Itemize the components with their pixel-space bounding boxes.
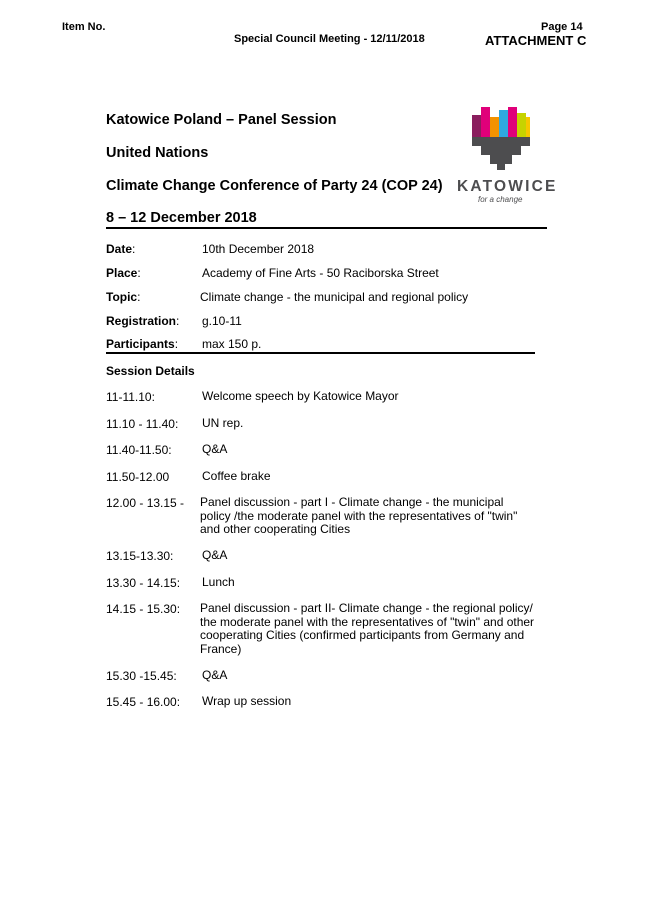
- title-divider: [106, 227, 547, 229]
- detail-topic-label: Topic:: [106, 290, 141, 304]
- details-divider: [106, 352, 535, 354]
- schedule-time: 13.30 - 14.15:: [106, 576, 181, 590]
- schedule-description: Welcome speech by Katowice Mayor: [202, 389, 399, 403]
- meeting-title: Special Council Meeting - 12/11/2018: [234, 33, 425, 45]
- detail-registration-label: Registration:: [106, 314, 180, 328]
- detail-date-label: Date:: [106, 242, 136, 256]
- logo-bar-6: [517, 113, 526, 137]
- item-number-label: Item No.: [62, 21, 106, 33]
- schedule-description: Q&A: [202, 548, 228, 562]
- schedule-time: 15.30 -15.45:: [106, 669, 177, 683]
- schedule-time: 11.40-11.50:: [106, 443, 172, 457]
- logo-wordmark: KATOWICE: [457, 178, 558, 195]
- schedule-description: Coffee brake: [202, 469, 271, 483]
- schedule-description: UN rep.: [202, 416, 244, 430]
- logo-base-3: [490, 155, 512, 164]
- title-united-nations: United Nations: [106, 145, 209, 161]
- detail-participants-label: Participants:: [106, 337, 179, 351]
- logo-bar-3: [490, 117, 499, 137]
- title-panel-session: Katowice Poland – Panel Session: [106, 112, 337, 128]
- logo-bar-4: [499, 110, 508, 137]
- detail-place-value: Academy of Fine Arts - 50 Raciborska Street: [202, 266, 439, 280]
- session-heading: Session Details: [106, 364, 195, 378]
- schedule-time: 15.45 - 16.00:: [106, 695, 181, 709]
- schedule-time: 11-11.10:: [106, 390, 155, 404]
- logo-tagline: for a change: [478, 195, 523, 204]
- detail-topic-value: Climate change - the municipal and regional policy: [200, 290, 469, 304]
- title-dates: 8 – 12 December 2018: [106, 210, 257, 226]
- schedule-description: Panel discussion - part II- Climate change - the regional policy/ the moderate panel with the representatives of "twin" and other cooperating Cities (confirmed participants from Germany and France): [200, 601, 535, 656]
- schedule-time: 12.00 - 13.15 -: [106, 496, 185, 510]
- logo-bar-2: [481, 107, 490, 137]
- detail-participants-value: max 150 p.: [202, 337, 262, 351]
- logo-base-4: [497, 164, 505, 170]
- page-number: Page 14: [541, 21, 583, 33]
- detail-date-value: 10th December 2018: [202, 242, 315, 256]
- schedule-time: 14.15 - 15.30:: [106, 602, 181, 616]
- schedule-time: 11.10 - 11.40:: [106, 417, 179, 431]
- logo-bar-7: [526, 117, 530, 137]
- title-conference: Climate Change Conference of Party 24 (COP 24): [106, 178, 443, 194]
- schedule-description: Panel discussion - part I - Climate change - the municipal policy /the moderate panel with the representatives of "twin" and other cooperating Cities: [200, 495, 518, 536]
- detail-registration-value: g.10-11: [202, 314, 242, 328]
- logo-base-1: [472, 137, 530, 146]
- schedule-description: Wrap up session: [202, 694, 292, 708]
- logo-base-2: [481, 146, 521, 155]
- detail-place-label: Place:: [106, 266, 141, 280]
- logo-bar-1: [472, 115, 481, 137]
- schedule-description: Q&A: [202, 668, 228, 682]
- schedule-description: Q&A: [202, 442, 228, 456]
- schedule-time: 11.50-12.00: [106, 470, 170, 484]
- schedule-time: 13.15-13.30:: [106, 549, 174, 563]
- schedule-description: Lunch: [202, 575, 235, 589]
- attachment-label: ATTACHMENT C: [485, 33, 587, 48]
- logo-bar-5: [508, 107, 517, 137]
